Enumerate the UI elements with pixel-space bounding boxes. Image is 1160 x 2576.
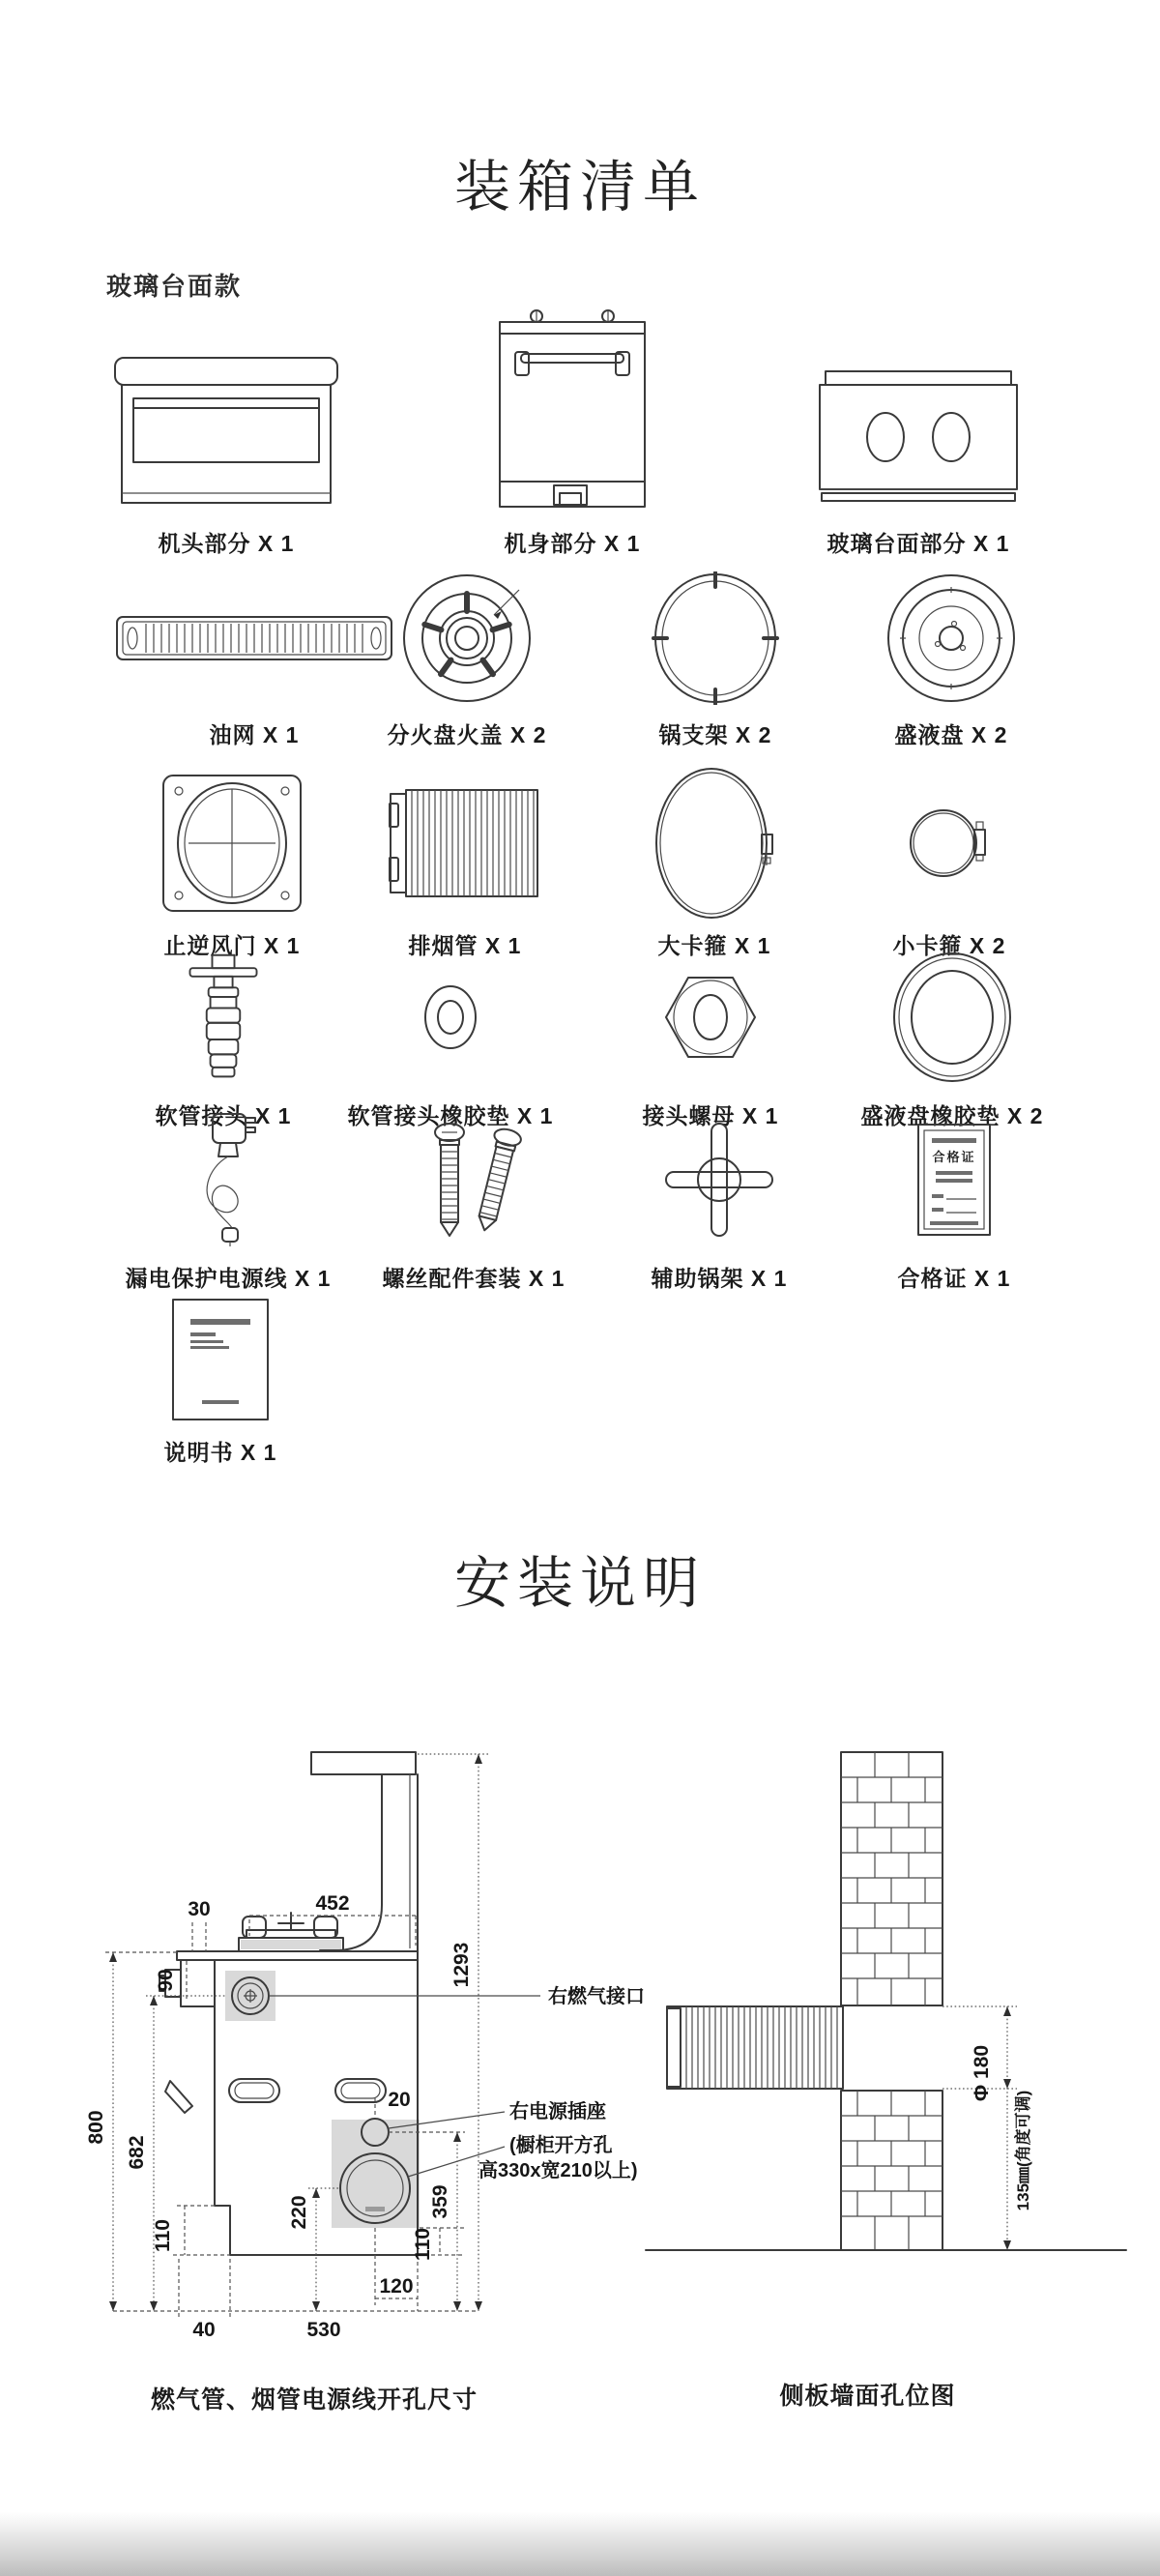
packing-item-manual — [75, 1298, 365, 1467]
item-label: 盛液盘橡胶垫 X 2 — [860, 1103, 1044, 1128]
item-label: 辅助锅架 X 1 — [651, 1266, 788, 1291]
tray-gasket-drawing — [891, 951, 1013, 1084]
item-label: 接头螺母 X 1 — [642, 1103, 779, 1128]
dim-359: 359 — [429, 2184, 451, 2219]
dim-dia-180: Φ 180 — [971, 2044, 993, 2102]
wall-hole-diagram — [638, 1675, 1141, 2383]
screw-set-drawing — [417, 1119, 531, 1241]
dim-40: 40 — [192, 2319, 216, 2341]
drip-tray-drawing — [885, 572, 1017, 704]
callout-gas-port: 右燃气接口 — [548, 1986, 645, 2007]
callout-cabinet-line2: 高330x宽210以上) — [478, 2160, 638, 2181]
dim-30: 30 — [188, 1898, 211, 1920]
dim-20: 20 — [388, 2089, 411, 2111]
packing-item-glass-top — [773, 307, 1063, 558]
item-label: 大卡箍 X 1 — [657, 933, 771, 958]
item-label: 机身部分 X 1 — [504, 531, 641, 556]
connector-nut-drawing — [662, 969, 759, 1066]
burner-cap-drawing — [401, 572, 533, 704]
item-label: 螺丝配件套装 X 1 — [382, 1266, 566, 1291]
packing-item-body — [427, 307, 717, 558]
body-unit-drawing — [492, 307, 652, 512]
packing-item-head — [81, 307, 371, 558]
dim-682: 682 — [126, 2135, 148, 2170]
page-bottom-shadow — [0, 2512, 1160, 2576]
hose-gasket-drawing — [422, 983, 478, 1051]
item-label: 小卡箍 X 2 — [892, 933, 1006, 958]
item-label: 锅支架 X 2 — [658, 722, 772, 747]
packing-item-tray-gasket — [807, 950, 1097, 1130]
small-clamp-drawing — [907, 801, 992, 886]
installation-title: 安装说明 — [453, 1552, 706, 1615]
variant-label: 玻璃台面款 — [106, 272, 243, 301]
packing-list-title: 装箱清单 — [453, 156, 706, 219]
certificate-title: 合格证 — [932, 1150, 976, 1164]
packing-item-burner-cap — [322, 572, 612, 749]
left-diagram-caption: 燃气管、烟管电源线开孔尺寸 — [150, 2386, 478, 2414]
packing-item-small-clamp — [804, 772, 1094, 960]
item-label: 漏电保护电源线 X 1 — [125, 1266, 332, 1291]
dim-220: 220 — [288, 2195, 310, 2230]
manual-drawing — [171, 1298, 270, 1421]
dim-452: 452 — [315, 1892, 350, 1915]
check-damper-drawing — [160, 772, 304, 915]
aux-rack-drawing — [664, 1122, 774, 1238]
exhaust-pipe-drawing — [389, 782, 541, 904]
item-label: 软管接头橡胶垫 X 1 — [347, 1103, 554, 1128]
glass-top-drawing — [816, 367, 1021, 512]
certificate-drawing — [916, 1123, 992, 1237]
right-diagram-caption: 侧板墙面孔位图 — [779, 2383, 956, 2410]
pan-support-drawing — [652, 571, 779, 705]
dim-530: 530 — [306, 2319, 341, 2341]
item-label: 玻璃台面部分 X 1 — [826, 531, 1010, 556]
item-label: 机头部分 X 1 — [158, 531, 295, 556]
item-label: 排烟管 X 1 — [408, 933, 522, 958]
item-label: 止逆风门 X 1 — [163, 933, 301, 958]
large-clamp-drawing — [653, 765, 775, 922]
power-cord-drawing — [184, 1112, 273, 1247]
dim-800: 800 — [85, 2110, 107, 2145]
dim-135-adjustable: 135㎜(角度可调) — [1014, 2090, 1032, 2211]
head-unit-drawing — [110, 346, 342, 512]
packing-item-certificate — [809, 1112, 1099, 1293]
item-label: 油网 X 1 — [209, 722, 300, 747]
dim-1293: 1293 — [450, 1942, 473, 1988]
item-label: 分火盘火盖 X 2 — [387, 722, 547, 747]
dim-120: 120 — [379, 2275, 414, 2298]
callout-cabinet-line1: (橱柜开方孔 — [509, 2135, 613, 2156]
item-label: 合格证 X 1 — [897, 1266, 1011, 1291]
callout-power-socket: 右电源插座 — [509, 2101, 606, 2122]
cutout-dimensions-diagram — [72, 1675, 701, 2383]
dim-110-left: 110 — [152, 2219, 174, 2252]
packing-item-hose-gasket — [305, 950, 595, 1130]
packing-item-exhaust-pipe — [320, 772, 610, 960]
item-label: 软管接头 X 1 — [155, 1103, 292, 1128]
item-label: 盛液盘 X 2 — [894, 722, 1008, 747]
dim-110-right: 110 — [412, 2228, 434, 2261]
dim-90: 90 — [155, 1969, 177, 1992]
packing-item-drip-tray — [806, 572, 1096, 749]
hose-connector-drawing — [185, 950, 262, 1085]
item-label: 说明书 X 1 — [163, 1440, 277, 1465]
